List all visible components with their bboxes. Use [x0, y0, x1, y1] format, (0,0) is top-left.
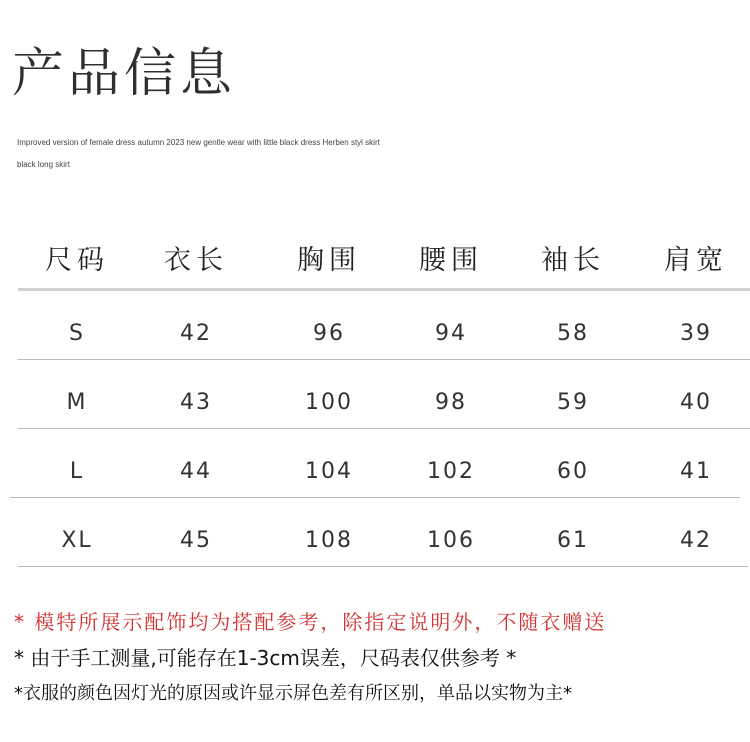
row-divider [18, 566, 748, 567]
cell-sleeve: 59 [557, 390, 589, 415]
cell-size: S [69, 321, 85, 346]
header-shoulder: 肩宽 [664, 244, 728, 276]
cell-waist: 94 [435, 321, 467, 346]
cell-length: 44 [180, 459, 212, 484]
cell-shoulder: 41 [680, 459, 712, 484]
header-size: 尺码 [45, 244, 109, 276]
cell-bust: 96 [313, 321, 345, 346]
cell-length: 42 [180, 321, 212, 346]
cell-bust: 104 [305, 459, 353, 484]
header-bust: 胸围 [297, 244, 361, 276]
cell-waist: 102 [427, 459, 475, 484]
cell-shoulder: 39 [680, 321, 712, 346]
header-waist: 腰围 [419, 244, 483, 276]
cell-waist: 106 [427, 528, 475, 553]
table-row [0, 360, 750, 429]
cell-sleeve: 60 [557, 459, 589, 484]
cell-sleeve: 58 [557, 321, 589, 346]
cell-bust: 108 [305, 528, 353, 553]
cell-waist: 98 [435, 390, 467, 415]
header-sleeve: 袖长 [541, 244, 605, 276]
note-accessories: * 模特所展示配饰均为搭配参考，除指定说明外，不随衣赠送 [14, 610, 607, 634]
product-description: Improved version of female dress autumn 2023 new gentle wear with little black dress Herben styl skirt black long skirt [17, 138, 380, 169]
cell-shoulder: 40 [680, 390, 712, 415]
cell-size: XL [61, 528, 93, 553]
page-title: 产品信息 [12, 44, 237, 104]
note-measurement: * 由于手工测量,可能存在1-3cm误差，尺码表仅供参考 * [14, 646, 517, 670]
cell-size: M [66, 390, 88, 415]
table-row [0, 498, 750, 567]
note-color: *衣服的颜色因灯光的原因或许显示屏色差有所区别，单品以实物为主* [14, 683, 572, 704]
cell-size: L [69, 459, 85, 484]
header-length: 衣长 [164, 244, 228, 276]
cell-shoulder: 42 [680, 528, 712, 553]
notes [14, 604, 750, 712]
table-row [0, 291, 750, 360]
cell-length: 43 [180, 390, 212, 415]
table-row [0, 429, 750, 498]
table-header-row [18, 226, 750, 291]
cell-bust: 100 [305, 390, 353, 415]
cell-sleeve: 61 [557, 528, 589, 553]
size-table [0, 226, 750, 567]
cell-length: 45 [180, 528, 212, 553]
